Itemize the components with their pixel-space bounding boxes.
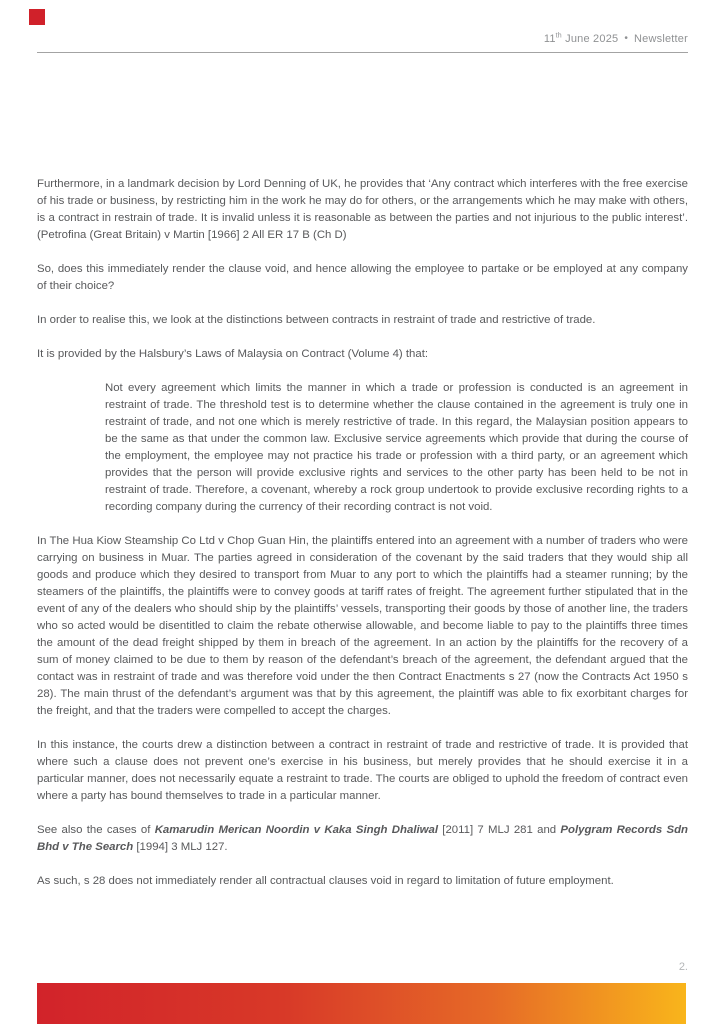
case-reference-paragraph [37,822,688,856]
article-body [37,176,688,907]
header-title: Newsletter [634,33,688,45]
header-divider [37,52,688,53]
text-run: See also the cases of [37,824,155,836]
text-run: [2011] 7 MLJ 281 and [438,824,561,836]
footer-gradient-bar [37,983,686,1024]
case-name: Polygram Records Sdn Bhd v The Search [37,824,688,853]
text-run: [1994] 3 MLJ 127. [133,841,228,853]
header-date-day: 11 [543,33,556,45]
header-bullet: • [624,33,629,44]
page-header [544,33,688,45]
paragraph: In order to realise this, we look at the distinctions between contracts in restraint of trade and restrictive of trade. [37,314,596,326]
header-date-ordinal: th [555,32,562,40]
page-number: 2. [678,961,688,973]
brand-mark [29,9,45,25]
case-name: Kamarudin Merican Noordin v Kaka Singh Dhaliwal [154,824,439,836]
block-quote: Not every agreement which limits the manner in which a trade or profession is conducted is an agreement in restraint of trade. The threshold test is to determine whether the clause contained in the agreement is truly one in restraint of trade, and not one which is merely restrictive of trade. In this regard, the Malaysian position appears to be the same as that under the common law. Exclusive service agreements which provide that during the course of the employment, the employee may not practice his trade or profession with a third party, or an agreement which provides that the person will provide exclusive rights and services to the other party has been held to be not in restraint of trade. Therefore, a covenant, whereby a rock group undertook to provide exclusive recording rights to a recording company during the currency of their recording contract is not void. [105,382,688,513]
paragraph: In The Hua Kiow Steamship Co Ltd v Chop Guan Hin, the plaintiffs entered into an agreement with a number of traders who were carrying on business in Muar. The parties agreed in consideration of the covenant by the said traders that they would ship all goods and produce which they desired to transport from Muar to any port to which the plaintiffs had a steamer running; by the steamers of the plaintiffs, the plaintiffs were to convey goods at tariff rates of freight. The agreement further stipulated that in the event of any of the dealers who should ship by the plaintiffs’ vessels, transporting their goods by those of another line, the traders who so acted would be disentitled to claim the rebate otherwise allowable, and become liable to pay to the plaintiffs three times the amount of the dead freight shipped by them in breach of the agreement. In an action by the plaintiffs for the recovery of a sum of money claimed to be due to them by reason of the defendant’s breach of the agreement, the defendant argued that the contact was in restraint of trade and was therefore void under the then Contract Enactments s 27 (now the Contracts Act 1950 s 28). The main thrust of the defendant’s argument was that by this agreement, the plaintiff was able to fix exorbitant charges for the freight, and that the traders were compelled to accept the charges. [37,535,688,717]
paragraph: So, does this immediately render the clause void, and hence allowing the employee to partake or be employed at any company of their choice? [37,263,688,292]
header-date-tail: June 2025 [561,33,619,45]
paragraph: In this instance, the courts drew a distinction between a contract in restraint of trade and restrictive of trade. It is provided that where such a clause does not prevent one’s exercise in his business, but merely provides that he should exercise it in a particular manner, does not necessarily equate a restraint to trade. The courts are obliged to uphold the freedom of contract even where a party has bound themselves to trade in a particular manner. [37,739,688,802]
paragraph: As such, s 28 does not immediately render all contractual clauses void in regard to limitation of future employment. [37,875,614,887]
paragraph: It is provided by the Halsbury’s Laws of Malaysia on Contract (Volume 4) that: [37,348,429,360]
paragraph: Furthermore, in a landmark decision by Lord Denning of UK, he provides that ‘Any contract which interferes with the free exercise of his trade or business, by restricting him in the work he may do for others, or the arrangements which he may make with others, is a contract in restrain of trade. It is invalid unless it is reasonable as between the parties and not injurious to the public interest’. (Petrofina (Great Britain) v Martin [1966] 2 All ER 17 B (Ch D) [37,178,688,241]
